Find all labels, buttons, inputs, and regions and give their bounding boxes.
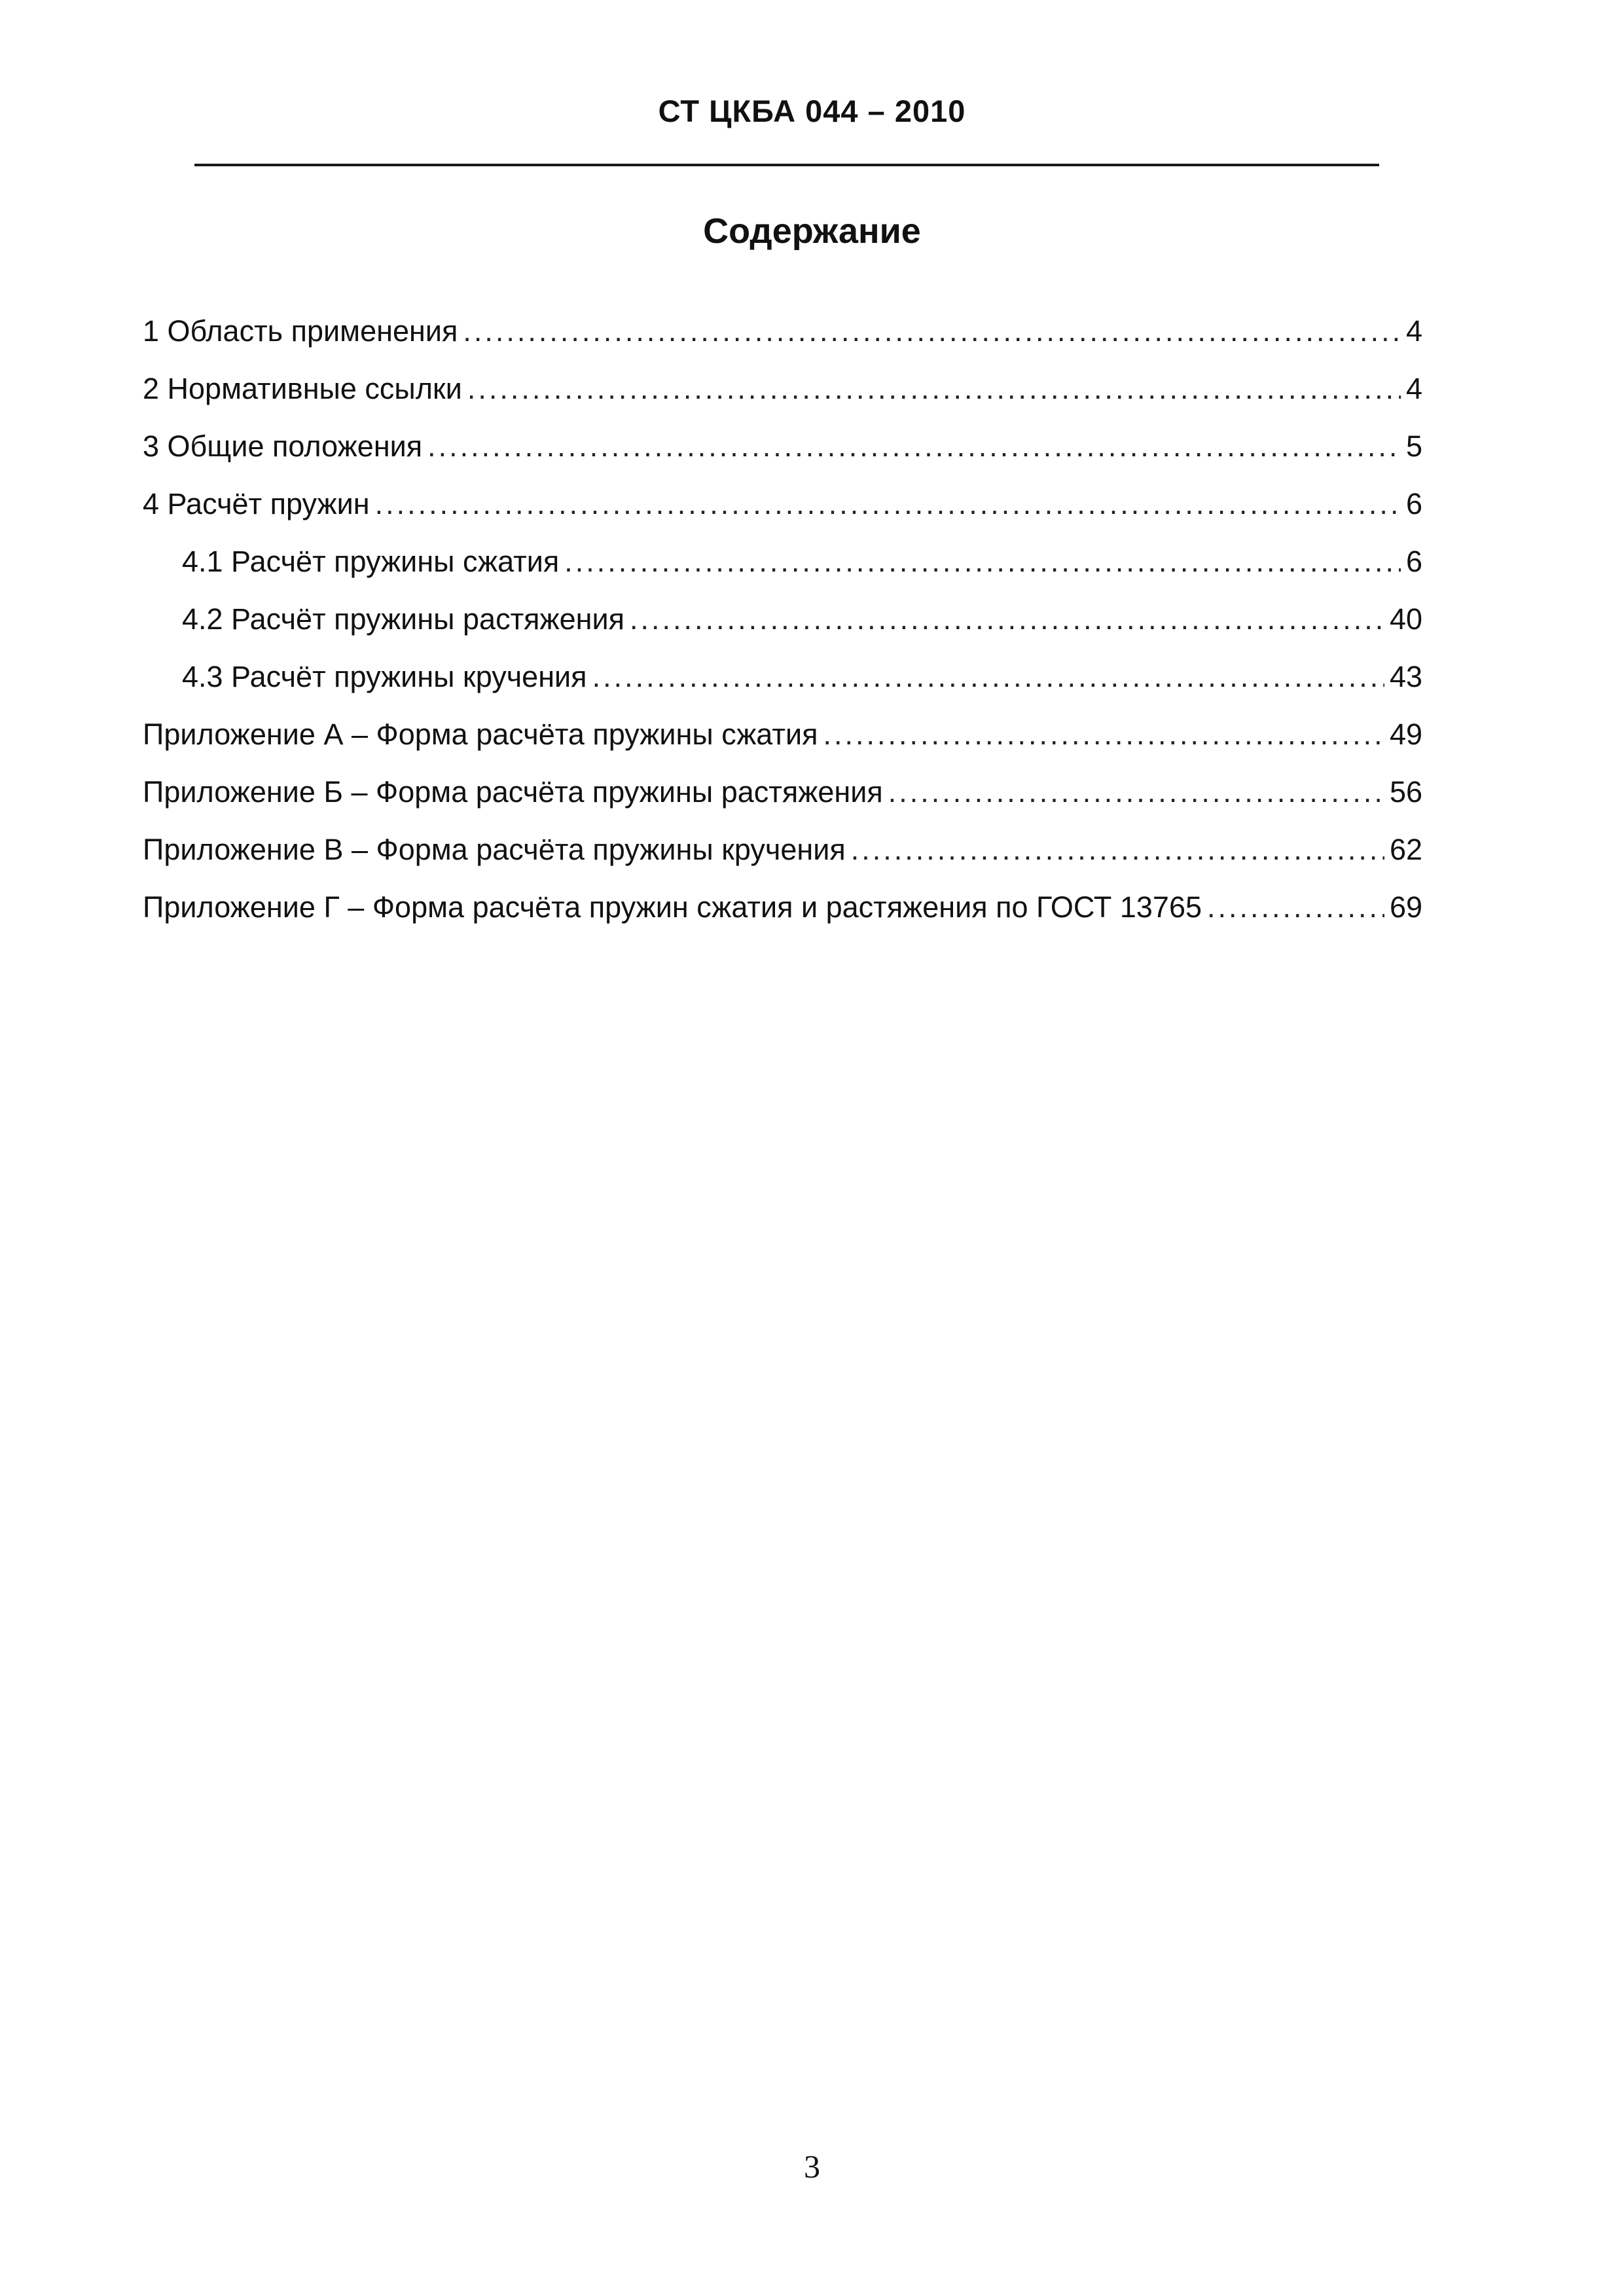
toc-entry-page: 4 [1405, 372, 1422, 405]
toc-leader [375, 475, 1401, 533]
toc-leader [592, 648, 1384, 706]
toc-entry-page: 40 [1389, 602, 1422, 636]
toc-entry-page: 49 [1389, 718, 1422, 751]
toc-leader [823, 706, 1384, 763]
toc-entry-page: 6 [1405, 487, 1422, 520]
toc-entry-label: Приложение В – Форма расчёта пружины кручения [143, 833, 846, 866]
toc-leader [1207, 879, 1384, 936]
toc-entry-4-2[interactable] [143, 591, 1422, 648]
toc-entry-label: 4 Расчёт пружин [143, 487, 370, 520]
toc-entry-appendix-a[interactable] [143, 706, 1422, 763]
toc-entry-1[interactable] [143, 302, 1422, 360]
toc-entry-4[interactable] [143, 475, 1422, 533]
toc-entry-page: 6 [1405, 545, 1422, 578]
toc-entry-label: 4.2 Расчёт пружины растяжения [182, 602, 625, 636]
toc-title: Содержание [703, 211, 921, 251]
toc-entry-page: 4 [1405, 314, 1422, 348]
toc-entry-4-3[interactable] [143, 648, 1422, 706]
table-of-contents [143, 302, 1422, 936]
toc-entry-page: 69 [1389, 890, 1422, 924]
toc-entry-label: 3 Общие положения [143, 429, 423, 463]
page-number: 3 [804, 2148, 820, 2185]
toc-entry-label: 1 Область применения [143, 314, 458, 348]
toc-leader [467, 360, 1401, 418]
toc-entry-label: Приложение А – Форма расчёта пружины сжатия [143, 718, 818, 751]
toc-entry-page: 56 [1389, 775, 1422, 809]
toc-entry-page: 5 [1405, 429, 1422, 463]
toc-entry-page: 43 [1389, 660, 1422, 693]
toc-leader [564, 533, 1401, 591]
toc-leader [463, 302, 1401, 360]
toc-entry-2[interactable] [143, 360, 1422, 418]
toc-entry-label: Приложение Г – Форма расчёта пружин сжатия и растяжения по ГОСТ 13765 [143, 890, 1202, 924]
header-rule [194, 164, 1379, 166]
toc-leader [851, 821, 1384, 879]
toc-entry-label: 2 Нормативные ссылки [143, 372, 462, 405]
toc-entry-3[interactable] [143, 418, 1422, 475]
document-code: СТ ЦКБА 044 – 2010 [658, 94, 966, 128]
toc-entry-page: 62 [1389, 833, 1422, 866]
toc-entry-appendix-b[interactable] [143, 763, 1422, 821]
toc-entry-4-1[interactable] [143, 533, 1422, 591]
toc-entry-label: Приложение Б – Форма расчёта пружины растяжения [143, 775, 883, 809]
toc-entry-label: 4.1 Расчёт пружины сжатия [182, 545, 560, 578]
toc-leader [888, 763, 1384, 821]
toc-entry-appendix-g[interactable] [143, 879, 1422, 936]
toc-leader [630, 591, 1384, 648]
toc-entry-label: 4.3 Расчёт пружины кручения [182, 660, 587, 693]
toc-entry-appendix-v[interactable] [143, 821, 1422, 879]
toc-leader [427, 418, 1401, 475]
